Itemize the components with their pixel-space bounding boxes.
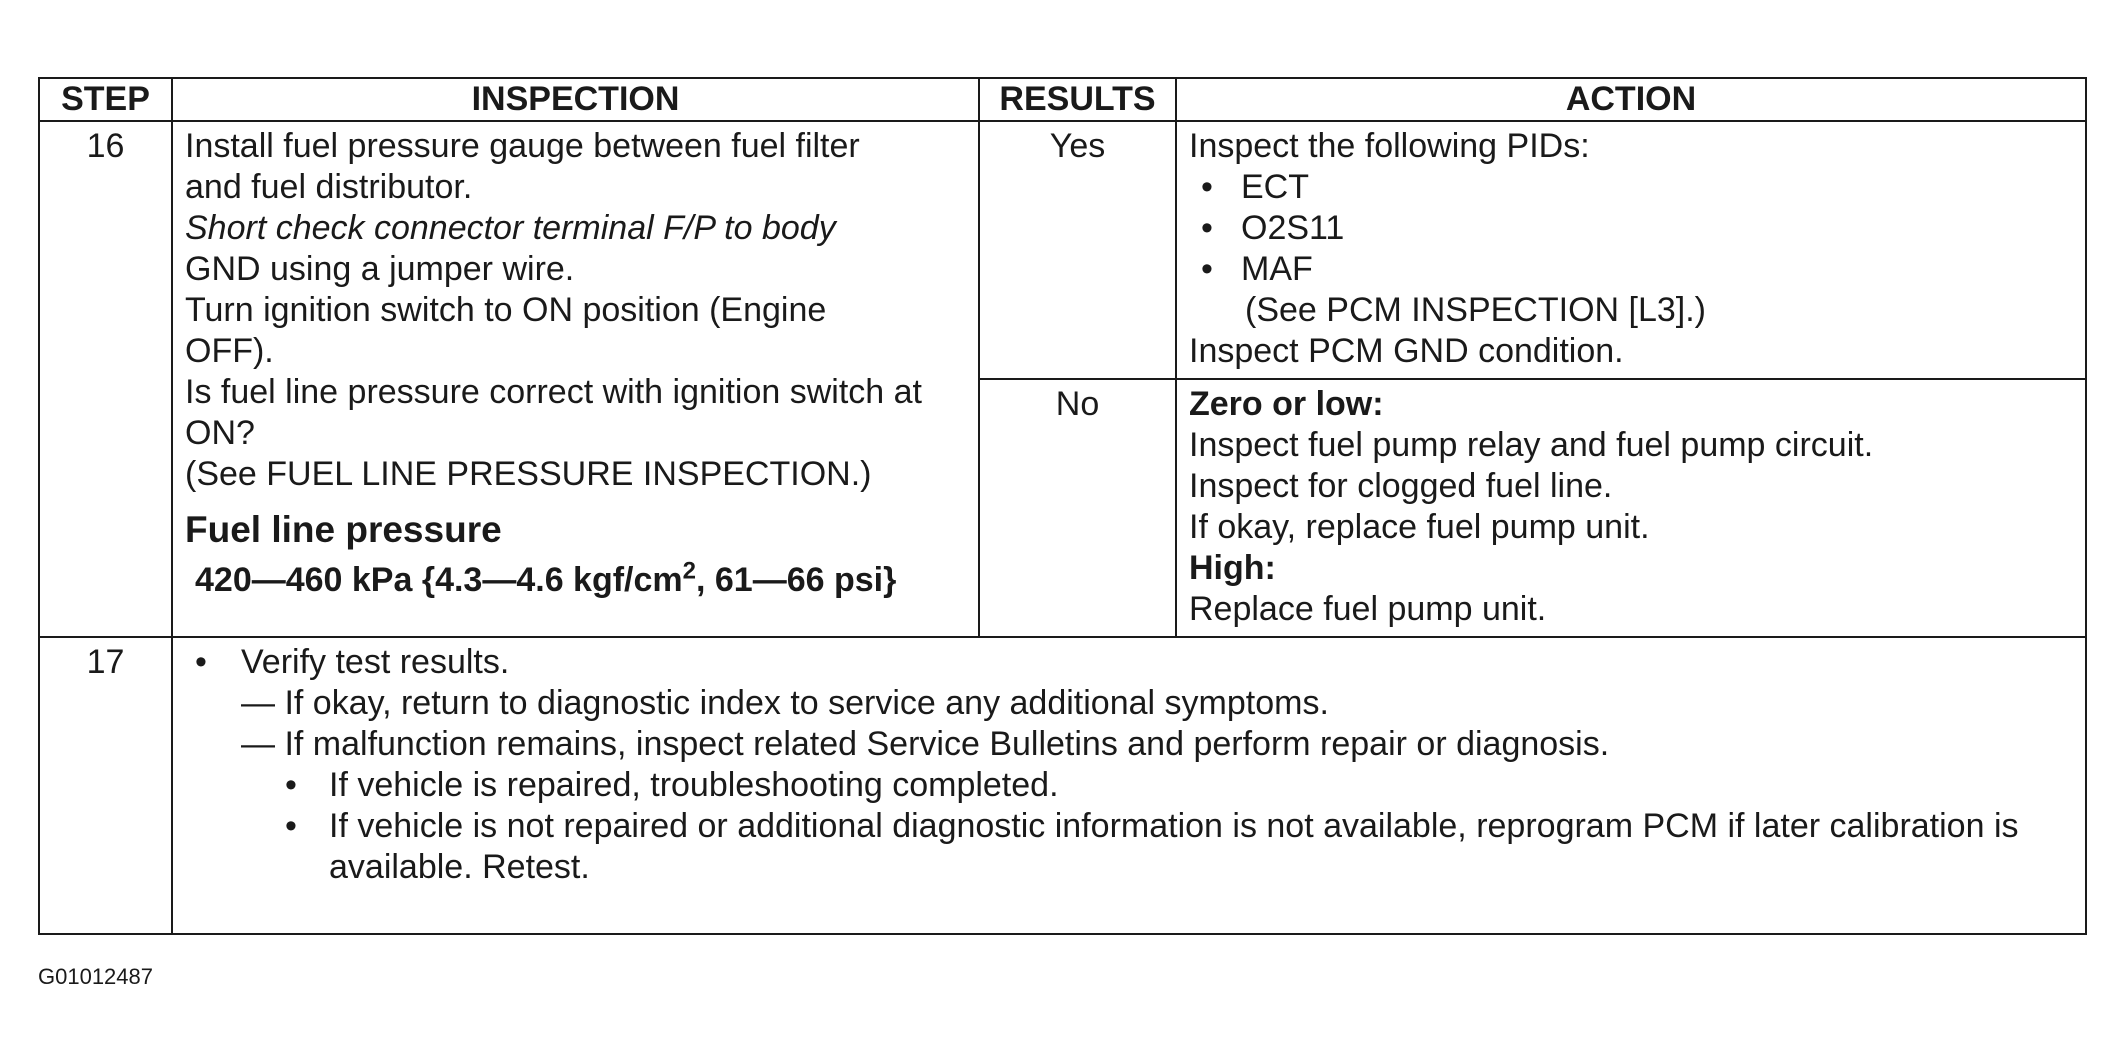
bullet-icon: • [285, 807, 297, 845]
sub-bullet-item [195, 806, 2073, 888]
header-results: RESULTS [979, 78, 1176, 121]
zero-low-line: Inspect for clogged fuel line. [1189, 467, 1613, 505]
pid-item [1189, 208, 2073, 249]
dash-item: — If malfunction remains, inspect related Service Bulletins and perform repair or diagnosis. [241, 725, 1610, 763]
step-16-inspection [172, 121, 979, 637]
inspection-line: Is fuel line pressure correct with ignition switch at [185, 373, 922, 411]
diagnostic-table [38, 77, 2087, 935]
zero-low-label: Zero or low: [1189, 385, 1384, 423]
inspection-line: (See FUEL LINE PRESSURE INSPECTION.) [185, 455, 872, 493]
pid-label: O2S11 [1241, 209, 1345, 247]
high-label: High: [1189, 549, 1276, 587]
sub-bullet-text: If vehicle is repaired, troubleshooting completed. [329, 766, 1059, 804]
pid-item [1189, 167, 2073, 208]
action-yes-intro: Inspect the following PIDs: [1189, 127, 1590, 165]
zero-low-line: Inspect fuel pump relay and fuel pump circuit. [1189, 426, 1874, 464]
spec-value [185, 557, 966, 601]
step-17-row [39, 637, 2086, 934]
spec-title: Fuel line pressure [185, 509, 502, 550]
verify-text: Verify test results. [241, 643, 510, 681]
pid-label: ECT [1241, 168, 1309, 206]
spec-value-superscript: 2 [682, 557, 696, 585]
step-16-number: 16 [39, 121, 172, 637]
verify-bullet [195, 642, 2073, 683]
header-step: STEP [39, 78, 172, 121]
inspection-line: Short check connector terminal F/P to body [185, 209, 836, 247]
spec-value-tail: , 61—66 psi} [696, 561, 897, 599]
dash-item: — If okay, return to diagnostic index to service any additional symptoms. [241, 684, 1329, 722]
result-no: No [979, 379, 1176, 637]
header-row [39, 78, 2086, 121]
bullet-icon: • [285, 766, 297, 804]
bullet-icon: • [195, 643, 207, 681]
bullet-icon: • [1201, 209, 1213, 247]
step-16-yes-row [39, 121, 2086, 379]
result-yes: Yes [979, 121, 1176, 379]
zero-low-line: If okay, replace fuel pump unit. [1189, 508, 1650, 546]
action-yes-last: Inspect PCM GND condition. [1189, 332, 1624, 370]
pid-list [1189, 167, 2073, 290]
pcm-reference: (See PCM INSPECTION [L3].) [1245, 291, 1706, 329]
inspection-line: OFF). [185, 332, 274, 370]
bullet-icon: • [1201, 250, 1213, 288]
pid-item [1189, 249, 2073, 290]
header-inspection: INSPECTION [172, 78, 979, 121]
sub-bullet-text: If vehicle is not repaired or additional diagnostic information is not available, reprogram PCM if later calibration is available. Retest. [329, 807, 2019, 886]
bullet-icon: • [1201, 168, 1213, 206]
high-line: Replace fuel pump unit. [1189, 590, 1547, 628]
inspection-line: Install fuel pressure gauge between fuel filter [185, 127, 860, 165]
inspection-line: Turn ignition switch to ON position (Engine [185, 291, 827, 329]
sub-bullet-item [195, 765, 2073, 806]
inspection-line: GND using a jumper wire. [185, 250, 575, 288]
spec-value-main: 420—460 kPa {4.3—4.6 kgf/cm [195, 561, 683, 599]
step-17-number: 17 [39, 637, 172, 934]
figure-id: G01012487 [38, 964, 153, 989]
step-17-body [172, 637, 2086, 934]
action-no [1176, 379, 2086, 637]
header-action: ACTION [1176, 78, 2086, 121]
inspection-line: and fuel distributor. [185, 168, 473, 206]
inspection-line: ON? [185, 414, 255, 452]
action-yes [1176, 121, 2086, 379]
pid-label: MAF [1241, 250, 1313, 288]
